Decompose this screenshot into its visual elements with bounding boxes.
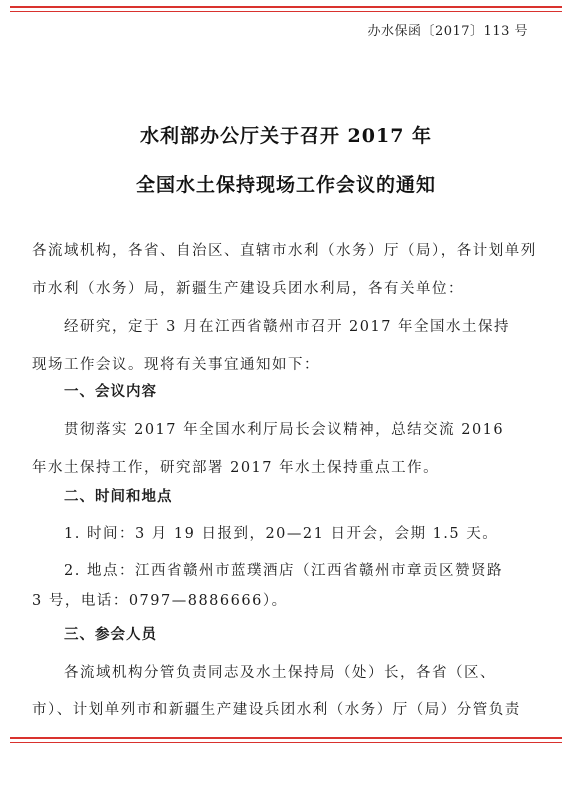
- bottom-rule-thin-line: [10, 742, 562, 743]
- addressee-line-2: 市水利（水务）局，新疆生产建设兵团水利局，各有关单位：: [32, 281, 464, 297]
- section-3-line-1: 各流域机构分管负责同志及水土保持局（处）长，各省（区、: [64, 665, 496, 681]
- section-3-heading: 三、参会人员: [64, 627, 157, 643]
- section-3-line-2: 市）、计划单列市和新疆生产建设兵团水利（水务）厅（局）分管负责: [32, 702, 521, 718]
- top-red-rule: [10, 6, 562, 12]
- top-rule-thin-line: [10, 11, 562, 12]
- intro-paragraph-line-2: 现场工作会议。现将有关事宜通知如下：: [32, 357, 320, 373]
- section-2-heading: 二、时间和地点: [64, 489, 173, 505]
- section-2-item-2-line-1: 2. 地点：江西省赣州市蓝璞酒店（江西省赣州市章贡区赞贤路: [64, 563, 503, 579]
- document-title-line-1: 水利部办公厅关于召开 2017 年: [139, 125, 433, 147]
- addressee-line-1: 各流域机构，各省、自治区、直辖市水利（水务）厅（局），各计划单列: [32, 243, 537, 259]
- bottom-red-rule: [10, 737, 562, 743]
- section-1-heading: 一、会议内容: [64, 384, 157, 400]
- section-2-item-2-line-2: 3 号，电话：0797—8886666）。: [32, 593, 288, 609]
- section-1-line-1: 贯彻落实 2017 年全国水利厅局长会议精神，总结交流 2016: [64, 422, 505, 438]
- document-title-line-2: 全国水土保持现场工作会议的通知: [135, 174, 436, 196]
- document-number: 办水保函〔2017〕113 号: [367, 24, 528, 39]
- intro-paragraph-line-1: 经研究，定于 3 月在江西省赣州市召开 2017 年全国水土保持: [64, 319, 511, 335]
- section-2-item-1: 1. 时间：3 月 19 日报到，20—21 日开会，会期 1.5 天。: [64, 526, 499, 542]
- top-rule-thick-line: [10, 6, 562, 8]
- bottom-rule-thick-line: [10, 737, 562, 739]
- section-1-line-2: 年水土保持工作，研究部署 2017 年水土保持重点工作。: [32, 460, 440, 476]
